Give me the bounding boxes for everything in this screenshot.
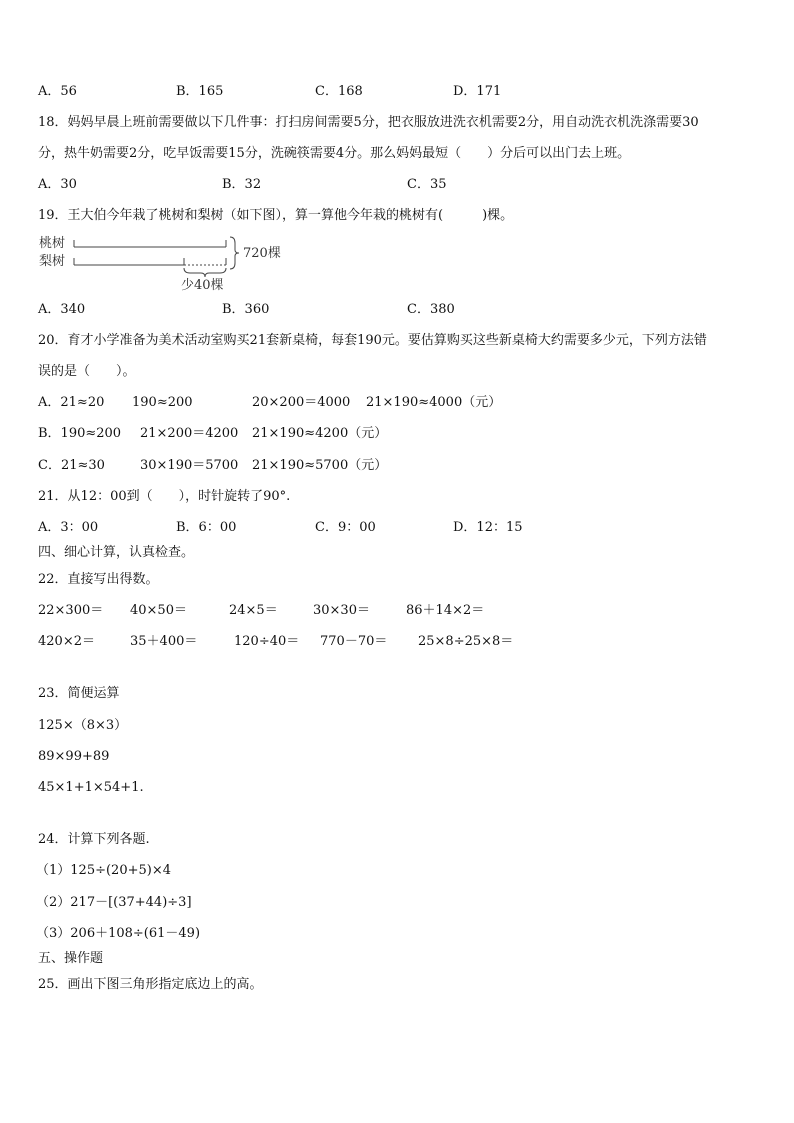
q24-item: （3）206＋108÷(61－49) <box>36 926 201 941</box>
q19-line-segment-diagram <box>36 232 296 292</box>
q20-option-c-step-3: 21×190≈5700（元） <box>252 458 388 473</box>
q19-option-b: B．360 <box>222 302 270 317</box>
q20-option-a-step-2: 190≈200 <box>132 395 193 410</box>
q22-problem: 120÷40＝ <box>234 634 300 649</box>
section-4-heading: 四、细心计算，认真检查。 <box>38 545 195 560</box>
q22-problem: 22×300＝ <box>38 603 104 618</box>
q18-option-a: A．30 <box>38 177 77 192</box>
q20-option-b-step-3: 21×190≈4200（元） <box>252 426 388 441</box>
q22-problem: 25×8÷25×8＝ <box>418 634 514 649</box>
q21-option-a: A．3：00 <box>38 520 99 535</box>
q20-text-line-2: 误的是（ ）。 <box>38 364 136 379</box>
q23-item: 89×99+89 <box>38 749 110 764</box>
q24-title: 24．计算下列各题. <box>38 832 150 847</box>
q22-problem: 420×2＝ <box>38 634 95 649</box>
q24-item: （1）125÷(20+5)×4 <box>36 863 171 878</box>
total-brace <box>230 237 239 269</box>
q22-problem: 770－70＝ <box>320 634 388 649</box>
q18-option-c: C．35 <box>407 177 447 192</box>
q21-option-b: B．6：00 <box>176 520 237 535</box>
difference-brace <box>184 268 226 277</box>
q21-text: 21．从12：00到（ ），时针旋转了90°. <box>38 489 291 504</box>
diagram-total-label: 720棵 <box>243 246 281 261</box>
q22-problem: 24×5＝ <box>229 603 278 618</box>
q17-option-b: B．165 <box>176 84 224 99</box>
q22-problem: 30×30＝ <box>313 603 370 618</box>
diagram-label-peach: 桃树 <box>39 236 66 251</box>
q18-option-b: B．32 <box>222 177 262 192</box>
q21-option-c: C．9：00 <box>315 520 376 535</box>
q20-option-c-step-2: 30×190＝5700 <box>140 458 239 473</box>
q23-title: 23．简便运算 <box>38 686 120 701</box>
q22-problem: 86＋14×2＝ <box>406 603 485 618</box>
q20-option-c-step-1: C．21≈30 <box>38 458 105 473</box>
q17-option-d: D．171 <box>453 84 502 99</box>
q18-text-line-1: 18．妈妈早晨上班前需要做以下几件事：打扫房间需要5分，把衣服放进洗衣机需要2分，用自动洗衣机洗涤需要30 <box>38 115 699 130</box>
q19-text: 19．王大伯今年栽了桃树和梨树（如下图），算一算他今年栽的桃树有( )棵。 <box>38 208 514 223</box>
q20-option-b-step-1: B．190≈200 <box>38 426 122 441</box>
q20-option-a-step-1: A．21≈20 <box>38 395 105 410</box>
q17-option-a: A．56 <box>38 84 77 99</box>
q19-option-c: C．380 <box>407 302 455 317</box>
q20-option-a-step-3: 20×200＝4000 <box>252 395 351 410</box>
q18-text-line-2: 分，热牛奶需要2分，吃早饭需要15分，洗碗筷需要4分。那么妈妈最短（ ）分后可以出门去上班。 <box>38 146 631 161</box>
diagram-difference-label: 少40棵 <box>181 278 224 292</box>
q23-item: 125×（8×3） <box>38 718 128 733</box>
section-5-heading: 五、操作题 <box>38 951 104 966</box>
q22-problem: 35＋400＝ <box>130 634 198 649</box>
q19-option-a: A．340 <box>38 302 86 317</box>
q25-text: 25．画出下图三角形指定底边上的高。 <box>38 977 263 992</box>
q23-item: 45×1+1×54+1. <box>38 780 144 795</box>
q24-item: （2）217－[(37+44)÷3] <box>36 895 192 910</box>
q22-problem: 40×50＝ <box>130 603 187 618</box>
q17-option-c: C．168 <box>315 84 363 99</box>
q20-text-line-1: 20．育才小学准备为美术活动室购买21套新桌椅，每套190元。要估算购买这些新桌椅大约需要多少元，下列方法错 <box>38 333 707 348</box>
q22-title: 22．直接写出得数。 <box>38 572 159 587</box>
q20-option-a-step-4: 21×190≈4000（元） <box>366 395 502 410</box>
q20-option-b-step-2: 21×200＝4200 <box>140 426 239 441</box>
q21-option-d: D．12：15 <box>453 520 523 535</box>
diagram-label-pear: 梨树 <box>39 254 66 269</box>
